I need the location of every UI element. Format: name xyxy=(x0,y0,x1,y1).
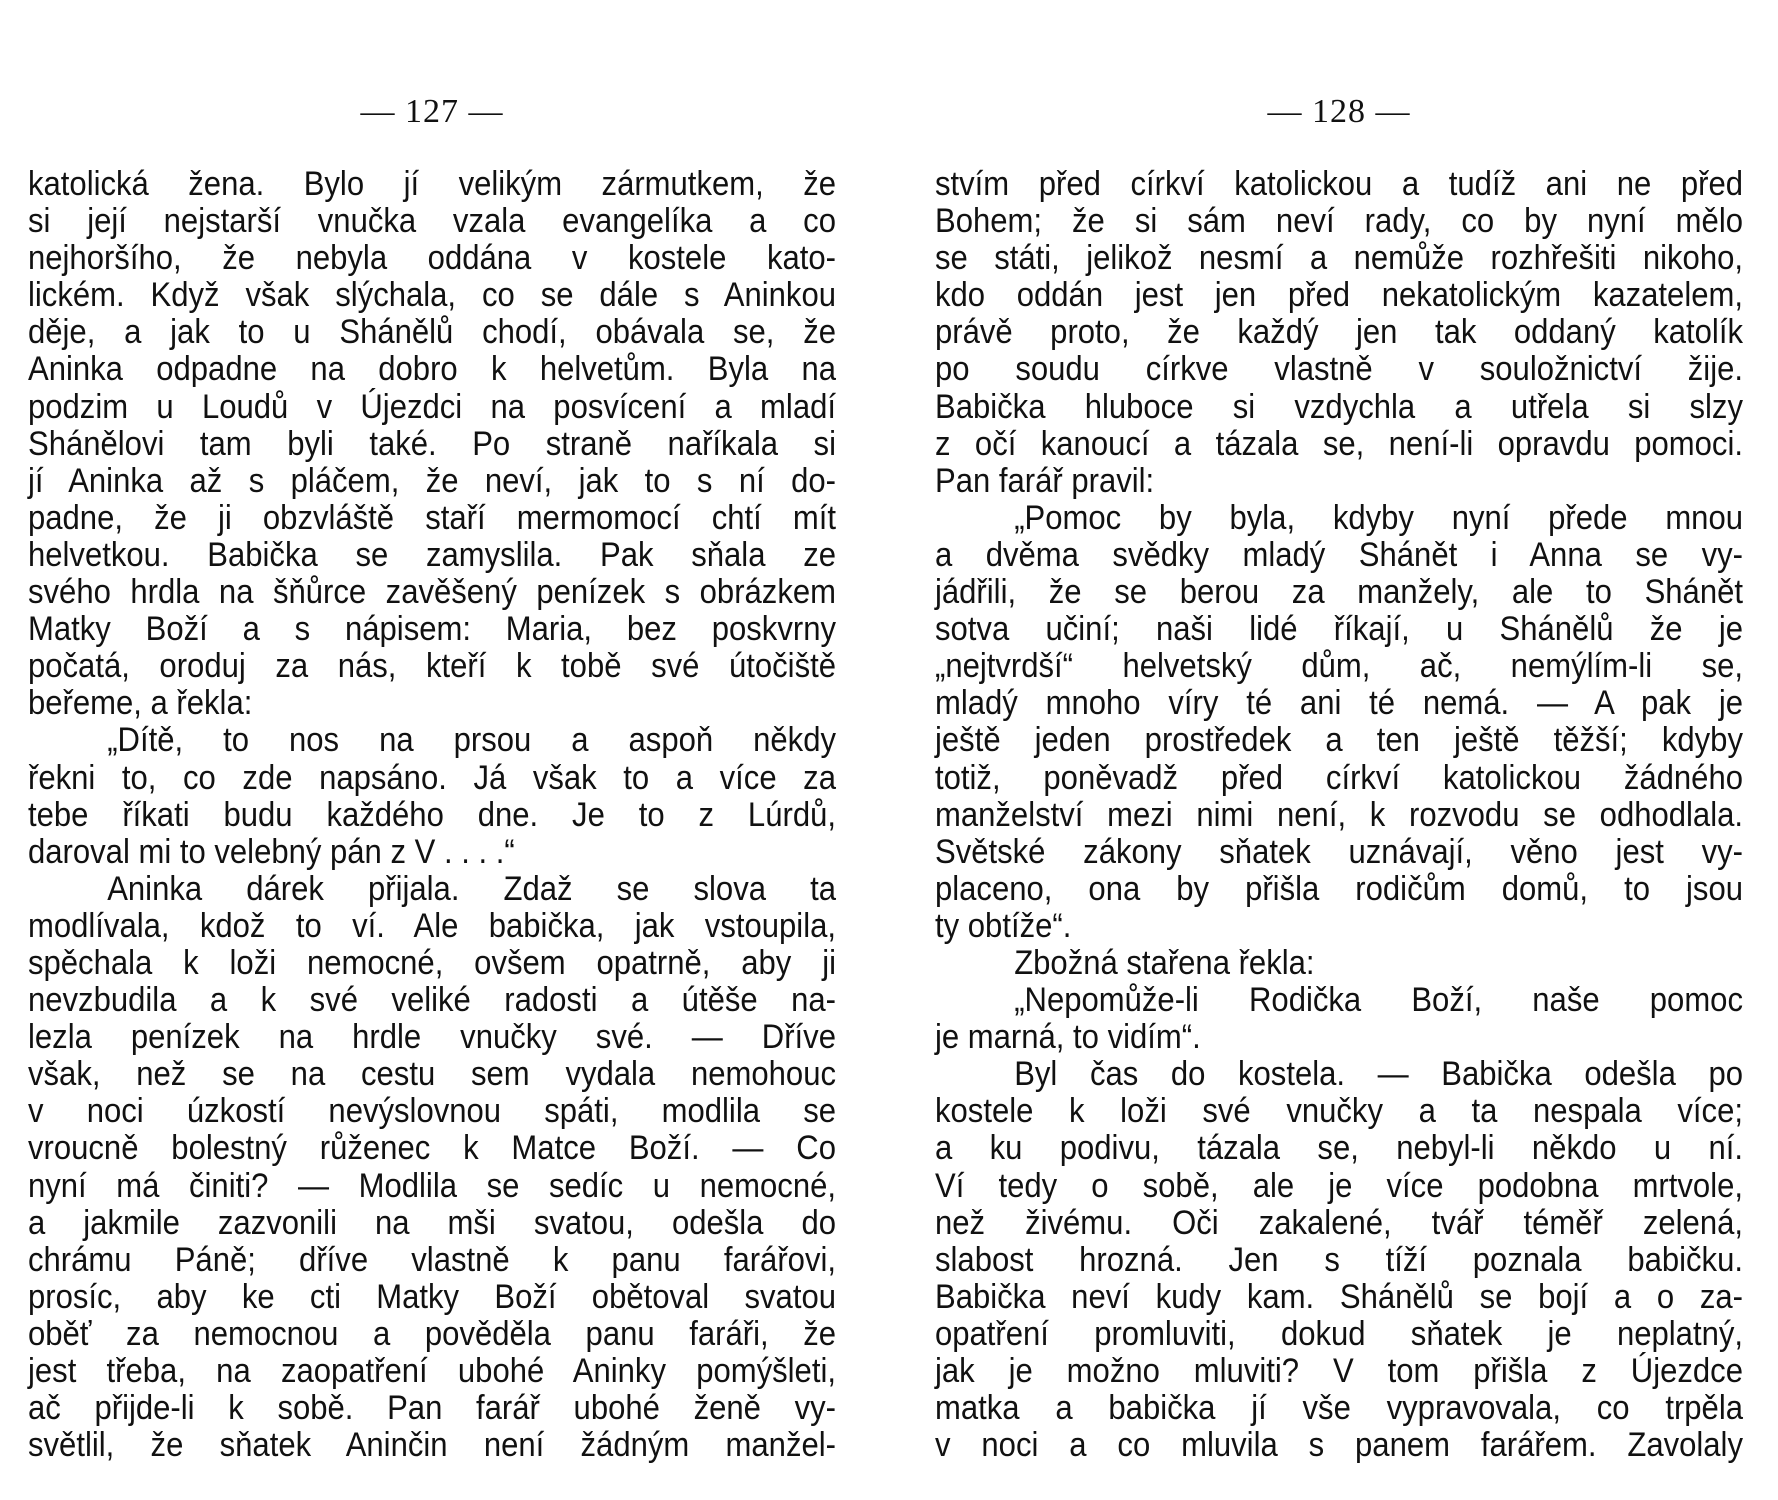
text-line: děje, a jak to u Shánělů chodí, obávala se, že xyxy=(28,313,836,352)
text-line: po soudu církve vlastně v souložnictví žije. xyxy=(935,350,1743,389)
text-line: nyní má činiti? — Modlila se sedíc u nemocné, xyxy=(28,1166,836,1205)
text-line: Byl čas do kostela. — Babička odešla po xyxy=(1014,1055,1743,1094)
text-line: modlívala, kdož to ví. Ale babička, jak vstoupila, xyxy=(28,906,836,945)
text-line: jí Aninka až s pláčem, že neví, jak to s ní do- xyxy=(28,461,836,500)
text-line: ještě jeden prostředek a ten ještě těžší; kdyby xyxy=(935,721,1743,760)
text-line: a ku podivu, tázala se, nebyl-li někdo u ní. xyxy=(935,1129,1743,1168)
text-line: Pan farář pravil: xyxy=(935,461,1155,500)
text-line: Matky Boží a s nápisem: Maria, bez poskvrny xyxy=(28,610,836,649)
text-line: placeno, ona by přišla rodičům domů, to jsou xyxy=(935,869,1743,908)
text-line: chrámu Páně; dříve vlastně k panu farářovi, xyxy=(28,1240,836,1279)
text-line: „Dítě, to nos na prsou a aspoň někdy xyxy=(107,721,836,760)
text-line: a dvěma svědky mladý Shánět i Anna se vy- xyxy=(935,535,1743,574)
text-line: a jakmile zazvonili na mši svatou, odešla do xyxy=(28,1203,836,1242)
text-line: prosíc, aby ke cti Matky Boží obětoval svatou xyxy=(28,1277,836,1316)
text-line: mladý mnoho víry té ani té nemá. — A pak je xyxy=(935,684,1743,723)
text-line: v noci úzkostí nevýslovnou spáti, modlila se xyxy=(28,1092,836,1131)
text-line: Ví tedy o sobě, ale je více podobna mrtvole, xyxy=(935,1166,1743,1205)
text-line: tebe říkati budu každého dne. Je to z Lúrdů, xyxy=(28,795,836,834)
text-line: ty obtíže“. xyxy=(935,906,1072,945)
text-line: jak je možno mluviti? V tom přišla z Újezdce xyxy=(935,1352,1743,1390)
text-line: „Nepomůže-li Rodička Boží, naše pomoc xyxy=(1014,981,1743,1020)
page-number: — 127 — xyxy=(360,93,504,130)
page-number: — 128 — xyxy=(1267,93,1411,130)
text-line: podzim u Loudů v Újezdci na posvícení a mladí xyxy=(28,387,836,426)
text-line: Shánělovi tam byli také. Po straně naříkala si xyxy=(28,424,836,463)
text-line: ač přijde-li k sobě. Pan farář ubohé ženě vy- xyxy=(28,1389,836,1428)
text-line: helvetkou. Babička se zamyslila. Pak sňala ze xyxy=(28,535,836,574)
text-line: Zbožná stařena řekla: xyxy=(1014,943,1315,982)
text-line: kdo oddán jest jen před nekatolickým kazatelem, xyxy=(935,276,1743,315)
text-line: daroval mi to velebný pán z V . . . .“ xyxy=(28,832,515,871)
text-line: světlil, že sňatek Aninčin není žádným manžel- xyxy=(28,1426,836,1465)
text-line: oběť za nemocnou a pověděla panu faráři, že xyxy=(28,1314,836,1353)
text-line: než živému. Oči zakalené, tvář téměř zelená, xyxy=(935,1203,1743,1242)
text-line: jest třeba, na zaopatření ubohé Aninky pomýšleti, xyxy=(28,1352,836,1390)
text-line: Babička hluboce si vzdychla a utřela si slzy xyxy=(935,387,1743,426)
text-line: si její nejstarší vnučka vzala evangelíka a co xyxy=(28,202,836,241)
page-text xyxy=(935,166,1743,1464)
text-line: Aninka odpadne na dobro k helvetům. Byla na xyxy=(28,350,836,389)
text-line: Aninka dárek přijala. Zdaž se slova ta xyxy=(107,869,836,908)
text-line: stvím před církví katolickou a tudíž ani ne před xyxy=(935,165,1743,203)
text-line: „Pomoc by byla, kdyby nyní přede mnou xyxy=(1014,498,1743,537)
text-line: se státi, jelikož nesmí a nemůže rozhřešiti nikoho, xyxy=(935,239,1743,278)
text-line: Světské zákony sňatek uznávají, věno jest vy- xyxy=(935,832,1743,871)
text-line: z očí kanoucí a tázala se, není-li opravdu pomoci. xyxy=(935,424,1743,463)
text-line: lezla penízek na hrdle vnučky své. — Dříve xyxy=(28,1018,836,1057)
text-line: beřeme, a řekla: xyxy=(28,684,253,723)
text-line: v noci a co mluvila s panem farářem. Zavolaly xyxy=(935,1426,1743,1465)
text-line: matka a babička jí vše vypravovala, co trpěla xyxy=(935,1389,1743,1428)
text-line: „nejtvrdší“ helvetský dům, ač, nemýlím-li se, xyxy=(935,647,1743,686)
text-line: však, než se na cestu sem vydala nemohouc xyxy=(28,1055,836,1094)
text-line: Babička neví kudy kam. Shánělů se bojí a o za- xyxy=(935,1277,1743,1316)
text-line: katolická žena. Bylo jí velikým zármutkem, že xyxy=(28,165,836,203)
left-page xyxy=(28,0,836,1500)
text-line: totiž, poněvadž před církví katolickou žádného xyxy=(935,758,1743,797)
text-line: spěchala k loži nemocné, ovšem opatrně, aby ji xyxy=(28,943,836,982)
text-line: právě proto, že každý jen tak oddaný katolík xyxy=(935,313,1743,352)
right-page xyxy=(935,0,1743,1500)
text-line: padne, že ji obzvláště staří mermomocí chtí mít xyxy=(28,498,836,537)
text-line: sotva učiní; naši lidé říkají, u Shánělů že je xyxy=(935,610,1743,649)
text-line: manželství mezi nimi není, k rozvodu se odhodlala. xyxy=(935,795,1743,834)
text-line: lickém. Když však slýchala, co se dále s Aninkou xyxy=(28,276,836,315)
text-line: nejhoršího, že nebyla oddána v kostele kato- xyxy=(28,239,836,278)
text-line: vroucně bolestný růženec k Matce Boží. — Co xyxy=(28,1129,836,1168)
text-line: počatá, oroduj za nás, kteří k tobě své útočiště xyxy=(28,647,836,686)
text-line: Bohem; že si sám neví rady, co by nyní mělo xyxy=(935,202,1743,241)
page-text xyxy=(28,166,836,1464)
text-line: jádřili, že se berou za manžely, ale to Shánět xyxy=(935,573,1743,612)
text-line: opatření promluviti, dokud sňatek je neplatný, xyxy=(935,1314,1743,1353)
text-line: řekni to, co zde napsáno. Já však to a více za xyxy=(28,758,836,797)
text-line: nevzbudila a k své veliké radosti a útěše na- xyxy=(28,981,836,1020)
text-line: kostele k loži své vnučky a ta nespala více; xyxy=(935,1092,1743,1131)
text-line: je marná, to vidím“. xyxy=(935,1018,1201,1057)
text-line: slabost hrozná. Jen s tíží poznala babičku. xyxy=(935,1240,1743,1279)
text-line: svého hrdla na šňůrce zavěšený penízek s obrázkem xyxy=(28,573,836,612)
